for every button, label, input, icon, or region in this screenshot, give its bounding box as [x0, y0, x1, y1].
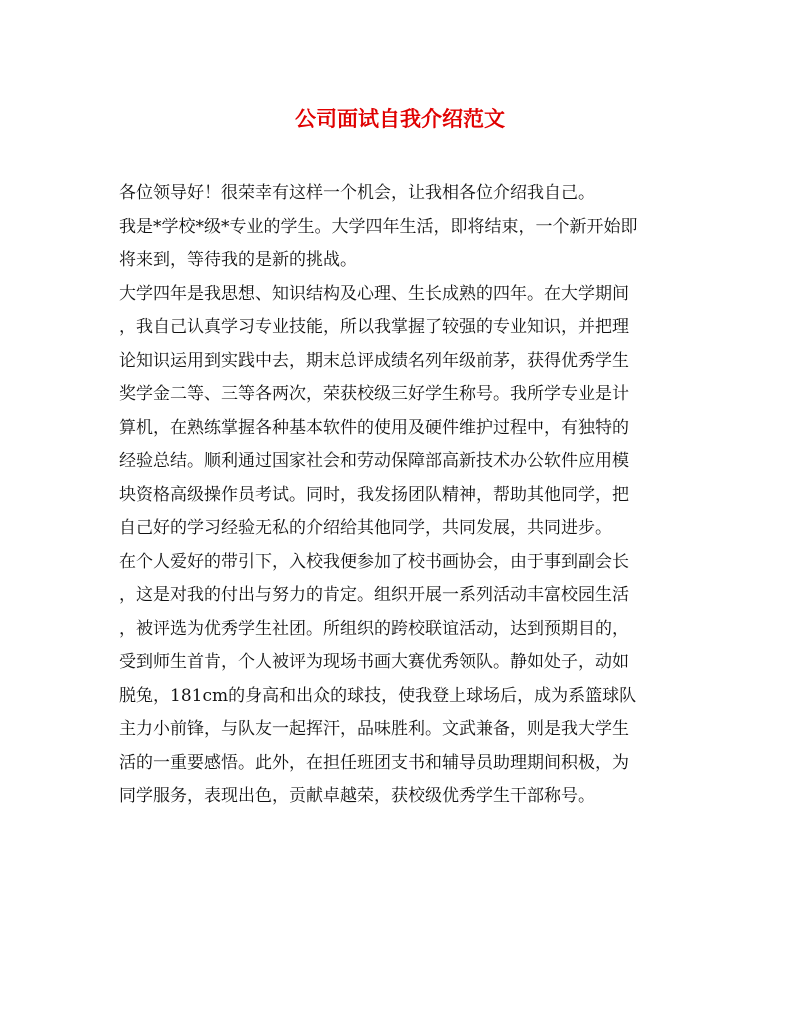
- text-line: 脱兔，181cm的身高和出众的球技，使我登上球场后，成为系篮球队: [119, 685, 637, 706]
- text-line: 论知识运用到实践中去，期末总评成绩名列年级前茅，获得优秀学生: [119, 350, 629, 371]
- text-line: 将来到，等待我的是新的挑战。: [119, 250, 357, 270]
- document-body: [119, 177, 694, 814]
- text-line: 算机，在熟练掌握各种基本软件的使用及硬件维护过程中，有独特的: [119, 417, 629, 438]
- text-line: 同学服务，表现出色，贡献卓越荣，获校级优秀学生干部称号。: [119, 786, 595, 806]
- text-line: 奖学金二等、三等各两次，荣获校级三好学生称号。我所学专业是计: [119, 384, 629, 404]
- paragraph-study: [119, 278, 694, 546]
- text-line: 自己好的学习经验无私的介绍给其他同学，共同发展，共同进步。: [119, 518, 612, 538]
- text-line: 经验总结。顺利通过国家社会和劳动保障部高新技术办公软件应用模: [119, 451, 629, 471]
- text-line: 主力小前锋，与队友一起挥汗，品味胜利。文武兼备，则是我大学生: [119, 719, 629, 739]
- text-line: 受到师生首肯，个人被评为现场书画大赛优秀领队。静如处子，动如: [119, 652, 629, 672]
- paragraph-hobbies: [119, 546, 694, 814]
- text-line: 在个人爱好的带引下，入校我便参加了校书画协会，由于事到副会长: [119, 551, 629, 572]
- paragraph-greeting: [119, 177, 694, 211]
- text-line: 我是*学校*级*专业的学生。大学四年生活，即将结束，一个新开始即: [119, 216, 638, 237]
- document-title: 公司面试自我介绍范文: [295, 106, 505, 131]
- text-line: 各位领导好！很荣幸有这样一个机会，让我相各位介绍我自己。: [119, 183, 595, 203]
- text-line: ，被评选为优秀学生社团。所组织的跨校联谊活动，达到预期目的，: [119, 618, 629, 639]
- paragraph-intro: [119, 211, 694, 278]
- text-line: 大学四年是我思想、知识结构及心理、生长成熟的四年。在大学期间: [119, 283, 629, 304]
- text-line: 块资格高级操作员考试。同时，我发扬团队精神，帮助其他同学，把: [119, 484, 629, 505]
- text-line: ，这是对我的付出与努力的肯定。组织开展一系列活动丰富校园生活: [119, 585, 629, 605]
- text-line: 活的一重要感悟。此外，在担任班团支书和辅导员助理期间积极，为: [119, 752, 629, 773]
- text-line: ，我自己认真学习专业技能，所以我掌握了较强的专业知识，并把理: [119, 317, 629, 337]
